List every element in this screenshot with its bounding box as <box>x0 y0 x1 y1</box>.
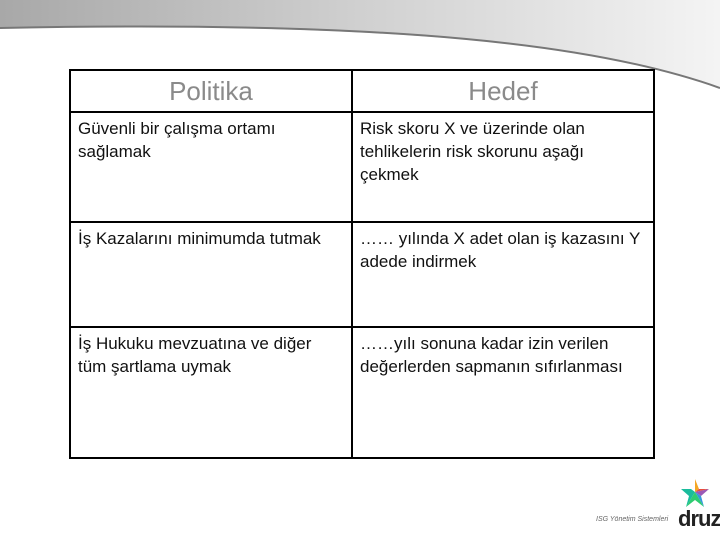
header-politika: Politika <box>70 70 352 112</box>
table-row <box>70 327 654 458</box>
logo-tagline: ISG Yönetim Sistemleri <box>596 516 669 523</box>
table-row <box>70 222 654 327</box>
table-cell: ……yılı sonuna kadar izin verilen değerlerden sapmanın sıfırlanması <box>352 327 654 458</box>
table-row <box>70 112 654 222</box>
table-cell: Risk skoru X ve üzerinde olan tehlikelerin risk skorunu aşağı çekmek <box>352 112 654 222</box>
table-cell: İş Hukuku mevzuatına ve diğer tüm şartlama uymak <box>70 327 352 458</box>
druz-logo <box>592 478 720 540</box>
policy-goal-table <box>69 69 655 459</box>
header-hedef: Hedef <box>352 70 654 112</box>
table-header-row <box>70 70 654 112</box>
table-cell: …… yılında X adet olan iş kazasını Y adede indirmek <box>352 222 654 327</box>
table-cell: Güvenli bir çalışma ortamı sağlamak <box>70 112 352 222</box>
table-cell: İş Kazalarını minimumda tutmak <box>70 222 352 327</box>
star-icon <box>680 478 710 508</box>
logo-brand: druz <box>678 506 720 531</box>
